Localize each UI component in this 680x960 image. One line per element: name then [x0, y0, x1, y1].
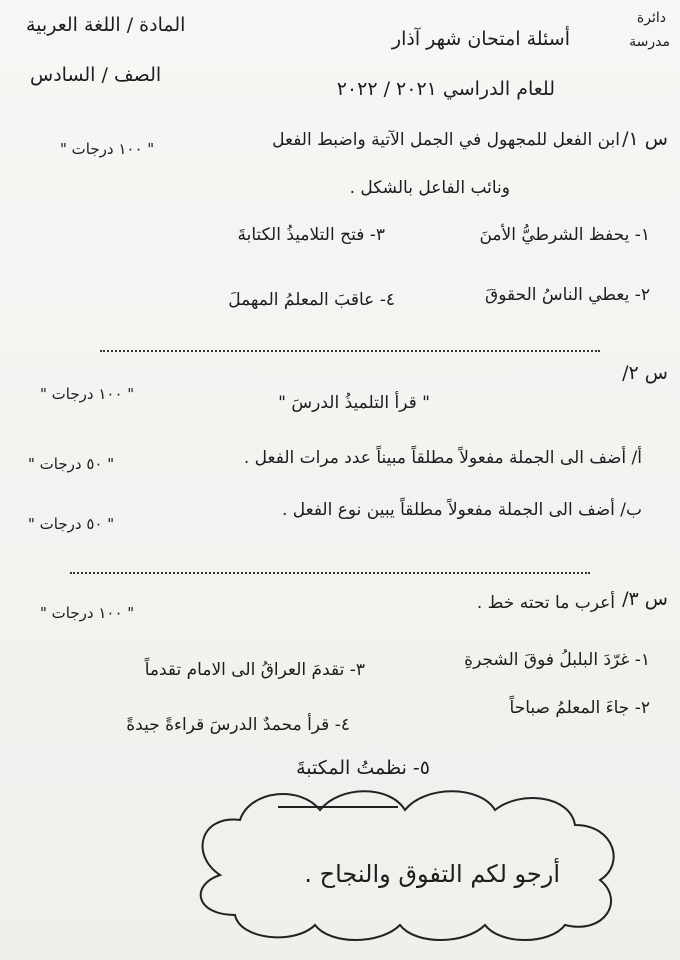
q3-item-1: ١- غرّدَ البلبلُ فوقَ الشجرةِ: [464, 650, 650, 670]
q2-part-b-score: " ٥٠ درجات ": [28, 515, 115, 533]
q3-item-4: ٤- قرأ محمدٌ الدرسَ قراءةً جيدةً: [126, 715, 350, 735]
q3-instruction: أعرب ما تحته خط .: [476, 593, 615, 613]
q1-label: س ١/: [622, 128, 668, 150]
q2-part-a-score: " ٥٠ درجات ": [28, 455, 115, 473]
exam-title: أسئلة امتحان شهر آذار: [391, 28, 570, 50]
q3-item-3: ٣- تقدمَ العراقُ الى الامام تقدماً: [144, 660, 365, 680]
answer-line: [70, 572, 590, 574]
q1-item-4: ٤- عاقبَ المعلمُ المهملَ: [228, 290, 395, 310]
q1-instruction-line1: ابن الفعل للمجهول في الجمل الآتية واضبط الفعل: [272, 130, 620, 150]
q2-label: س ٢/: [622, 362, 668, 384]
q1-score: " ١٠٠ درجات ": [60, 140, 155, 158]
q2-part-b: ب/ أضف الى الجملة مفعولاً مطلقاً يبين نوع الفعل .: [281, 500, 642, 520]
stamp-line2: مدرسة: [629, 34, 670, 50]
subject-label: المادة / اللغة العربية: [26, 14, 186, 36]
stamp-line1: دائرة: [636, 10, 666, 26]
closing-message: أرجو لكم التفوق والنجاح .: [304, 860, 560, 888]
q2-prompt: " قرأ التلميذُ الدرسَ ": [278, 393, 430, 413]
q1-item-2: ٢- يعطي الناسُ الحقوقَ: [485, 285, 650, 305]
q1-item-1: ١- يحفظ الشرطيُّ الأمنَ: [479, 225, 650, 245]
q1-item-3: ٣- فتح التلاميذُ الكتابةَ: [237, 225, 385, 245]
q3-item-5: ٥- نظمتُ المكتبةَ: [296, 757, 430, 779]
answer-line: [100, 350, 600, 352]
academic-year: للعام الدراسي ٢٠٢١ / ٢٠٢٢: [336, 78, 555, 100]
q1-instruction-line2: ونائب الفاعل بالشكل .: [349, 178, 510, 198]
q3-item-2: ٢- جاءَ المعلمُ صباحاً: [509, 698, 650, 718]
q3-score: " ١٠٠ درجات ": [40, 604, 135, 622]
q3-label: س ٣/: [622, 588, 668, 610]
grade-label: الصف / السادس: [30, 64, 162, 86]
q2-score: " ١٠٠ درجات ": [40, 385, 135, 403]
q2-part-a: أ/ أضف الى الجملة مفعولاً مطلقاً مبيناً عدد مرات الفعل .: [243, 448, 642, 468]
